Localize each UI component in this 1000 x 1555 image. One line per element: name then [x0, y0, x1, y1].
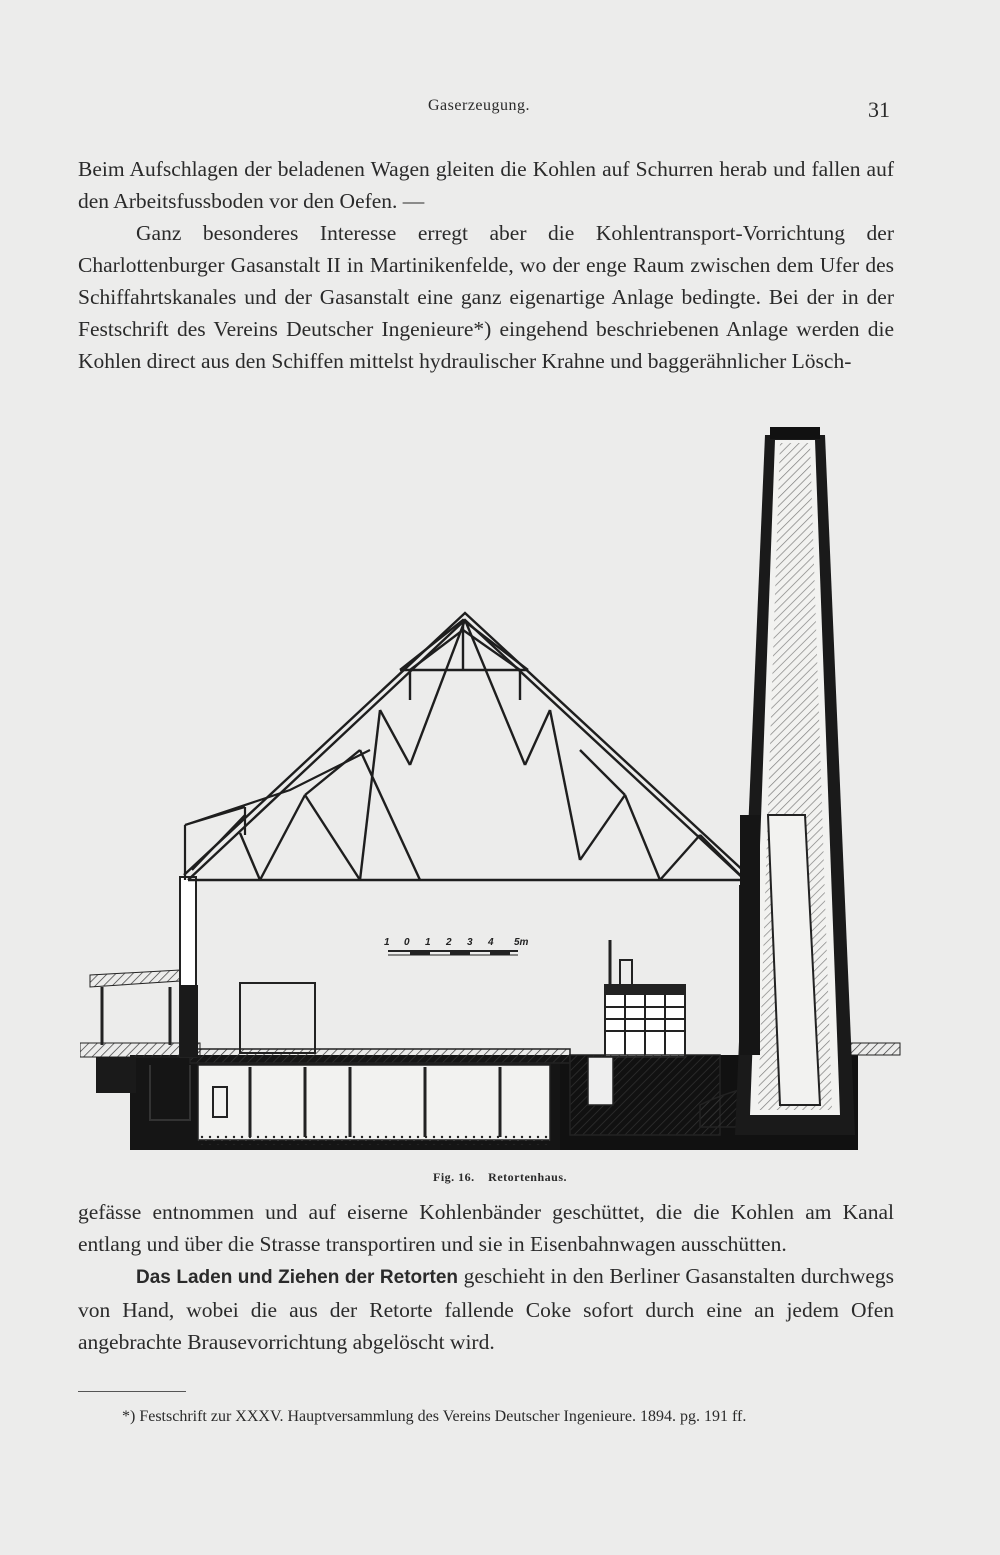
scale-tick-label: 4 — [488, 937, 494, 948]
body-text-bottom — [78, 1196, 894, 1358]
left-wall-lower — [180, 985, 198, 1057]
roof-truss — [184, 613, 748, 880]
lean-to-roof — [185, 750, 370, 880]
page-number: 31 — [868, 97, 890, 122]
scale-tick-label: 5m — [514, 937, 529, 948]
footnote-rule — [78, 1391, 186, 1392]
chimney — [735, 427, 855, 1135]
running-head — [0, 97, 1000, 121]
paragraph-retort-loading — [78, 1260, 894, 1358]
running-title: Gaserzeugung. — [428, 97, 531, 114]
floor-slab — [190, 1049, 570, 1063]
paragraph-retort-loading-text: geschieht in den Berliner Gasanstalten durchwegs von Hand, wobei die aus der Retorte fallende Coke sofort durch eine an jedem Ofen angebrachte Brausevorrichtung abgelöscht wird. — [78, 1264, 895, 1354]
scale-tick-label: 0 — [404, 937, 410, 948]
scale-tick-label: 2 — [446, 937, 452, 948]
figure-number: Fig. 16. — [433, 1170, 475, 1184]
paragraph-coal-unloading: Beim Aufschlagen der beladenen Wagen gleiten die Kohlen auf Schurren herab und fallen auf den Arbeitsfussboden vor den Oefen. — — [78, 157, 894, 213]
side-shed-columns — [102, 987, 170, 1045]
scale-tick-label: 1 — [384, 937, 390, 948]
body-text-top — [78, 153, 894, 377]
paragraph-lead-bold: Das Laden und Ziehen der Retorten — [136, 1267, 459, 1288]
scale-bar — [384, 937, 529, 955]
scale-tick-label: 1 — [425, 937, 431, 948]
paragraph-coal-bands: gefässe entnommen und auf eiserne Kohlenbänder geschüttet, die die Kohlen am Kanal entlang und über die Strasse transportiren und sie in Eisenbahnwagen ausschütten. — [78, 1200, 894, 1256]
side-shed-roof — [90, 970, 180, 987]
scale-tick-label: 3 — [467, 937, 473, 948]
retort-oven — [570, 940, 720, 1135]
footnote-text: *) Festschrift zur XXXV. Hauptversammlung des Vereins Deutscher Ingenieure. 1894. pg. 191 ff. — [122, 1408, 747, 1425]
paragraph-coal-transport: Ganz besonderes Interesse erregt aber die Kohlentransport-Vorrichtung der Charlottenburger Gasanstalt II in Martinikenfelde, wo der enge Raum zwischen dem Ufer des Schiffahrtskanales und der Gasanstalt eine ganz eigenartige Anlage bedingte. Bei der in der Festschrift des Vereins Deutscher Ingenieure*) eingehend beschriebenen Anlage werden die Kohlen direct aus den Schiffen mittelst hydraulischer Krahne und baggerähnlicher Lösch- — [78, 221, 894, 373]
footnote — [78, 1405, 886, 1429]
figure-caption — [0, 1170, 1000, 1185]
retort-house-drawing — [80, 415, 910, 1155]
left-pit — [96, 1057, 136, 1093]
figure-retort-house — [80, 415, 910, 1155]
hall-door — [240, 983, 315, 1053]
figure-title: Retortenhaus. — [488, 1170, 567, 1184]
